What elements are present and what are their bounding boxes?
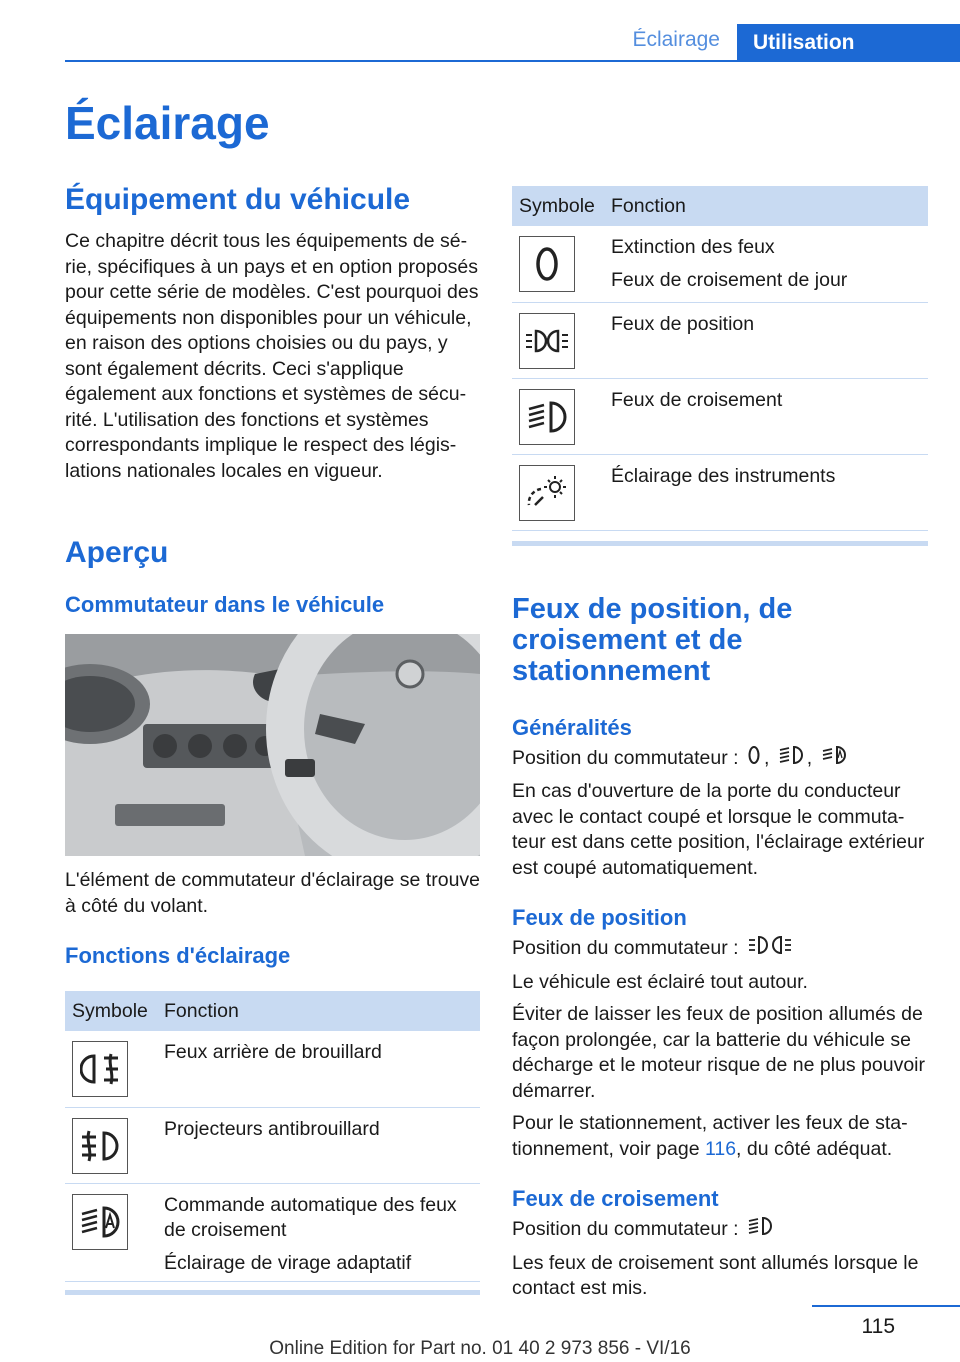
page-number: 115 [861,1315,895,1338]
header-section-label: Éclairage [632,28,720,51]
paragraph-parking-3-tail: , du côté adéquat. [736,1137,893,1160]
separator-comma: , [763,746,770,769]
low-beam-icon [778,745,804,773]
switch-position-label: Position du commutateur : [512,936,739,959]
header-rule [65,60,960,62]
table-cell-function: Éclairage de virage adaptatif [164,1251,412,1274]
table-row [512,454,928,530]
switch-position-line [512,745,928,773]
heading-lowbeam: Feux de croisement [512,1186,719,1211]
table-header-function: Fonction [157,991,480,1031]
paragraph-parking-2: Éviter de laisser les feux de position allumés de façon prolongée, car la batterie du véhicule se décharge et le moteur risque de ne plus pouvoir démarrer. [512,1003,926,1102]
table-row [65,1183,480,1281]
low-beam-icon [747,1216,773,1244]
switch-position-line [512,1216,928,1244]
separator-comma: , [806,746,813,769]
table-cell-function: Projecteurs antibrouillard [164,1117,380,1140]
switch-position-label: Position du commutateur : [512,1217,739,1240]
table-cell-function: Feux arrière de brouillard [164,1041,382,1063]
paragraph-lowbeam: Les feux de croisement sont allumés lorsque le contact est mis. [512,1251,919,1299]
heading-lights: Feux de position, de croisement et de stationnement [512,592,793,687]
footer-edition: Online Edition for Part no. 01 40 2 973 856 - VI/16 [269,1338,691,1359]
table-cell-function: Commande automatique des feux de croisement [164,1193,457,1241]
table-header-symbol: Symbole [512,186,604,226]
auto-headlight-icon [72,1194,128,1250]
paragraph-equipment: Ce chapitre décrit tous les équipements de série, spécifiques à un pays et en option proposés pour cette série de modèles. C'est pourquoi des équipements non disponibles pour un véhicule, en raison des options choisies ou du pays, y sont également décrits. Ceci s'applique également aux fonctions et systèmes de sécurité. L'utilisation des fonctions et systèmes correspondants implique le respect des législations nationales locales en vigueur. [65,230,479,482]
table-row [512,302,928,378]
page-title: Éclairage [65,97,270,149]
table-cell-function: Feux de position [611,312,755,335]
lights-off-icon [747,745,761,773]
rear-fog-light-icon [72,1041,128,1097]
instrument-lighting-icon [519,465,575,521]
switch-position-line [512,935,928,963]
table-cell-function: Feux de croisement [611,388,783,411]
table-row [65,1107,480,1183]
table-row [512,226,928,302]
table-cell-function: Feux de croisement de jour [611,268,848,291]
paragraph-parking-3-text: Pour le stationnement, activer les feux de stationnement, voir page [512,1112,908,1160]
paragraph-parking-3 [512,1111,928,1162]
table-cell-function: Extinction des feux [611,236,775,258]
heading-general: Généralités [512,714,632,740]
parking-lights-icon [747,935,793,963]
heading-parking: Feux de position [512,905,687,930]
heading-functions: Fonctions d'éclairage [65,943,291,968]
left-column [65,185,480,1295]
paragraph-parking-1: Le véhicule est éclairé tout autour. [512,970,808,993]
right-column [512,186,928,1302]
table-row [512,378,928,454]
lights-off-icon [519,236,575,292]
dashboard-photo [65,634,480,856]
table-end-rule [512,541,928,546]
parking-lights-icon [519,313,575,369]
header-chapter-tab[interactable]: Utilisation [737,24,960,62]
table-header-function: Fonction [604,186,928,226]
left-symbol-table [65,991,480,1282]
table-header-symbol: Symbole [65,991,157,1031]
dashboard-illustration [65,634,480,856]
right-symbol-table [512,186,928,531]
table-end-rule [65,1290,480,1295]
table-row [65,1031,480,1107]
heading-overview: Aperçu [65,536,169,569]
switch-position-label: Position du commutateur : [512,746,739,769]
paragraph-switch: L'élément de commutateur d'éclairage se trouve à côté du volant. [65,869,481,917]
page-link[interactable]: 116 [704,1137,737,1160]
footer-rule [812,1305,960,1307]
paragraph-general: En cas d'ouverture de la porte du conducteur avec le contact coupé et lorsque le commutateur est dans cette position, l'éclairage extérieur est coupé automatiquement. [512,780,925,879]
table-cell-function: Éclairage des instruments [611,464,836,487]
heading-switch: Commutateur dans le véhicule [65,592,385,617]
front-fog-light-icon [72,1118,128,1174]
heading-equipment: Équipement du véhicule [65,183,411,216]
auto-headlight-icon [821,745,847,773]
low-beam-icon [519,389,575,445]
